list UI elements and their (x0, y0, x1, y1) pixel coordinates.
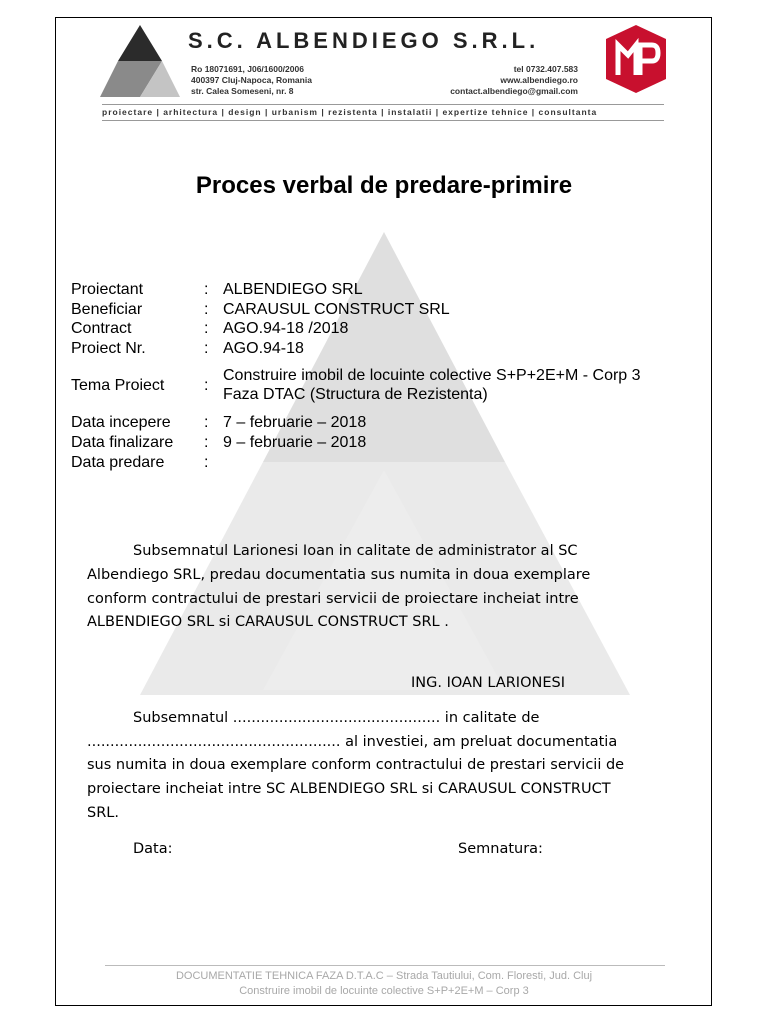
field-value-proiect-nr: AGO.94-18 (223, 340, 304, 357)
field-label-beneficiar: Beneficiar (71, 301, 143, 318)
field-colon: : (204, 340, 209, 357)
paragraph-1-line: conform contractului de prestari servicii de proiectare incheiat intre (87, 591, 579, 607)
field-value-tema-proiect-line1: Construire imobil de locuinte colective S+P+2E+M - Corp 3 (223, 367, 641, 384)
phone-number: tel 0732.407.583 (513, 64, 578, 74)
footer-line-2: Construire imobil de locuinte colective S+P+2E+M – Corp 3 (239, 985, 529, 997)
field-value-data-finalizare: 9 – februarie – 2018 (223, 434, 367, 451)
field-value-beneficiar: CARAUSUL CONSTRUCT SRL (223, 301, 450, 318)
footer-line-1: DOCUMENTATIE TEHNICA FAZA D.T.A.C – Strada Tautiului, Com. Floresti, Jud. Cluj (175, 970, 593, 982)
footer-divider (105, 965, 665, 966)
paragraph-1-line: Subsemnatul Larionesi Ioan in calitate de administrator al SC (133, 543, 578, 559)
signatory-name: ING. IOAN LARIONESI (411, 675, 565, 691)
field-value-tema-proiect-line2: Faza DTAC (Structura de Rezistenta) (223, 386, 488, 403)
field-colon: : (204, 414, 209, 431)
paragraph-2-line: proiectare incheiat intre SC ALBENDIEGO SRL si CARAUSUL CONSTRUCT (87, 781, 611, 797)
field-label-data-finalizare: Data finalizare (71, 434, 174, 451)
signature-label: Semnatura: (458, 841, 543, 857)
address-line-1: 400397 Cluj-Napoca, Romania (191, 75, 312, 85)
paragraph-2-line: Subsemnatul ............................................. in calitate de (133, 710, 540, 726)
registration-number: Ro 18071691, J06/1600/2006 (191, 64, 304, 74)
services-bar: proiectare | arhitectura | design | urbanism | rezistenta | instalatii | expertize tehnice | consultanta (102, 104, 664, 121)
field-label-data-incepere: Data incepere (71, 414, 171, 431)
company-name: S.C. ALBENDIEGO S.R.L. (188, 28, 540, 53)
company-triangle-logo (100, 25, 180, 97)
field-label-tema-proiect: Tema Proiect (71, 377, 165, 394)
field-colon: : (204, 377, 209, 394)
field-colon: : (204, 320, 209, 337)
email: contact.albendiego@gmail.com (450, 86, 578, 96)
brand-logo-icon (606, 25, 666, 93)
paragraph-1-line: ALBENDIEGO SRL si CARAUSUL CONSTRUCT SRL . (87, 614, 449, 630)
field-colon: : (204, 281, 209, 298)
field-label-proiect-nr: Proiect Nr. (71, 340, 146, 357)
field-value-data-incepere: 7 – februarie – 2018 (223, 414, 367, 431)
field-colon: : (204, 454, 209, 471)
website: www.albendiego.ro (500, 75, 578, 85)
field-colon: : (204, 301, 209, 318)
field-label-data-predare: Data predare (71, 454, 165, 471)
paragraph-1-line: Albendiego SRL, predau documentatia sus numita in doua exemplare (87, 567, 591, 583)
paragraph-2-line: ....................................................... al investiei, am preluat documentatia (87, 734, 618, 750)
field-value-proiectant: ALBENDIEGO SRL (223, 281, 363, 298)
company-details (191, 64, 312, 97)
date-label: Data: (133, 841, 173, 857)
field-label-contract: Contract (71, 320, 132, 337)
page-border (55, 17, 712, 1006)
address-line-2: str. Calea Someseni, nr. 8 (191, 86, 294, 96)
field-value-contract: AGO.94-18 /2018 (223, 320, 349, 337)
paragraph-2-line: SRL. (87, 805, 119, 821)
document-title: Proces verbal de predare-primire (195, 172, 573, 199)
company-contact (450, 64, 578, 97)
paragraph-2-line: sus numita in doua exemplare conform contractului de prestari servicii de (87, 757, 625, 773)
field-label-proiectant: Proiectant (71, 281, 144, 298)
field-colon: : (204, 434, 209, 451)
